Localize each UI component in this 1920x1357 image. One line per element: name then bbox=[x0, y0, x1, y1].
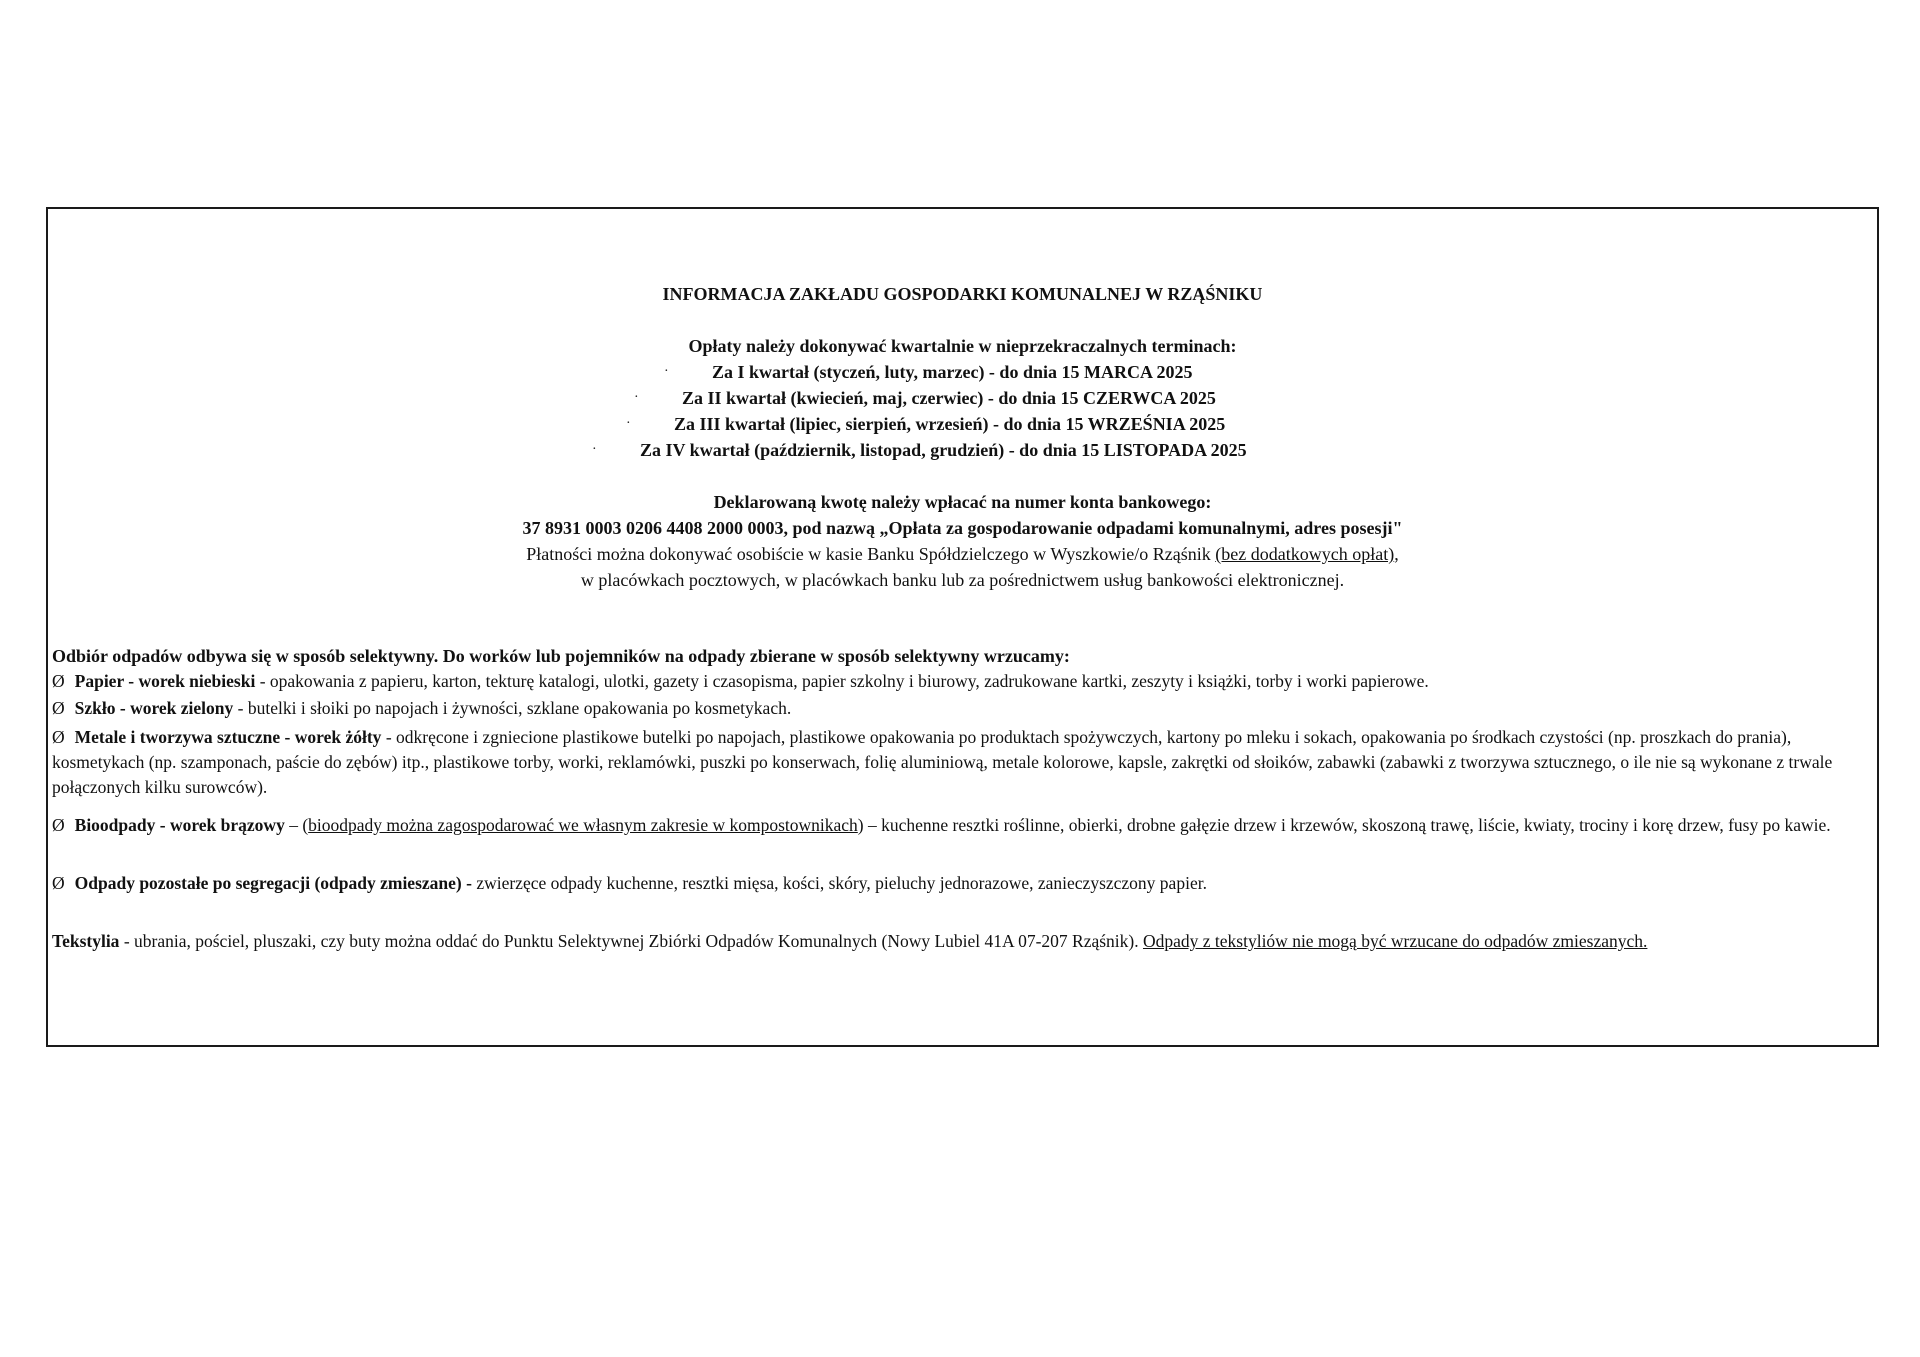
payment-info-text: Płatności można dokonywać osobiście w kasie Banku Spółdzielczego w Wyszkowie/o Rząśnik bbox=[526, 544, 1216, 564]
quarter-1: Za I kwartał (styczeń, luty, marzec) - do dnia 15 MARCA 2025 bbox=[712, 362, 1193, 382]
payment-info-line-2: w placówkach pocztowych, w placówkach banku lub za pośrednictwem usług bankowości elektronicznej. bbox=[580, 570, 1345, 590]
bank-account-line: 37 8931 0003 0206 4408 2000 0003, pod nazwą „Opłata za gospodarowanie odpadami komunalnymi, adres posesji" bbox=[522, 518, 1403, 538]
compost-note: bioodpady można zagospodarować we własnym zakresie w kompostownikach bbox=[308, 815, 858, 835]
textiles-label: Tekstylia bbox=[52, 931, 120, 951]
metal-plastic-label: Metale i tworzywa sztuczne - worek żółty bbox=[74, 727, 382, 747]
bullet-dot-q4: · bbox=[592, 442, 597, 457]
notice-title: INFORMACJA ZAKŁADU GOSPODARKI KOMUNALNEJ W RZĄŚNIKU bbox=[662, 284, 1263, 304]
bio-text: ) – kuchenne resztki roślinne, obierki, drobne gałęzie drzew i krzewów, skoszoną trawę, liście, kwiaty, trociny i korę drzew, fusy po kawie. bbox=[857, 815, 1831, 835]
quarter-4: Za IV kwartał (październik, listopad, grudzień) - do dnia 15 LISTOPADA 2025 bbox=[640, 440, 1247, 460]
no-fee-note: (bez dodatkowych opłat) bbox=[1215, 544, 1395, 564]
bio-label: Bioodpady - worek brązowy bbox=[74, 815, 285, 835]
paper-text: - opakowania z papieru, karton, tekturę katalogi, ulotki, gazety i czasopisma, papier szkolny i biurowy, zadrukowane kartki, zeszyty i książki, torby i worki papierowe. bbox=[255, 671, 1429, 691]
arrow-bullet-icon: Ø bbox=[52, 873, 65, 893]
mixed-label: Odpady pozostałe po segregacji (odpady zmieszane) - bbox=[74, 873, 472, 893]
arrow-bullet-icon: Ø bbox=[52, 815, 65, 835]
arrow-bullet-icon: Ø bbox=[52, 698, 65, 718]
bio-dash: – ( bbox=[284, 815, 309, 835]
textiles-text: - ubrania, pościel, pluszaki, czy buty można oddać do Punktu Selektywnej Zbiórki Odpadów Komunalnych (Nowy Lubiel 41A 07-207 Rząśnik). bbox=[119, 931, 1143, 951]
quarter-3: Za III kwartał (lipiec, sierpień, wrzesień) - do dnia 15 WRZEŚNIA 2025 bbox=[674, 414, 1226, 434]
waste-item-glass bbox=[52, 696, 1849, 721]
payment-info-line-1 bbox=[48, 541, 1877, 567]
glass-label: Szkło - worek zielony bbox=[74, 698, 234, 718]
waste-item-metal-plastic bbox=[52, 725, 1849, 800]
waste-item-mixed bbox=[52, 871, 1849, 896]
arrow-bullet-icon: Ø bbox=[52, 671, 65, 691]
selective-heading: Odbiór odpadów odbywa się w sposób selektywny. Do worków lub pojemników na odpady zbierane w sposób selektywny wrzucamy: bbox=[52, 646, 1070, 666]
waste-item-bio bbox=[52, 813, 1849, 838]
paper-label: Papier - worek niebieski bbox=[74, 671, 256, 691]
notice-frame bbox=[46, 207, 1879, 1047]
quarter-2: Za II kwartał (kwiecień, maj, czerwiec) - do dnia 15 CZERWCA 2025 bbox=[682, 388, 1216, 408]
bullet-dot-q3: · bbox=[626, 416, 631, 431]
payment-info-comma: , bbox=[1394, 544, 1399, 564]
metal-plastic-text: - odkręcone i zgniecione plastikowe butelki po napojach, plastikowe opakowania po produktach spożywczych, kartony po mleku i sokach, opakowania po środkach czystości (np. proszkach do prania), kosmetykach (np. szamponach, paście do zębów) itp., plastikowe torby, worki, reklamówki, puszki po konserwach, folię aluminiową, metale kolorowe, kapsle, zakrętki od słoików, zabawki (zabawki z tworzywa sztucznego, o ile nie są wykonane z trwale połączonych kilku surowców). bbox=[52, 727, 1833, 797]
arrow-bullet-icon: Ø bbox=[52, 727, 65, 747]
payment-intro: Opłaty należy dokonywać kwartalnie w nieprzekraczalnych terminach: bbox=[688, 336, 1237, 356]
bullet-dot-q2: · bbox=[634, 390, 639, 405]
waste-item-paper bbox=[52, 669, 1849, 694]
mixed-text: zwierzęce odpady kuchenne, resztki mięsa, kości, skóry, pieluchy jednorazowe, zanieczyszczony papier. bbox=[471, 873, 1207, 893]
bullet-dot-q1: · bbox=[664, 364, 669, 379]
textiles-paragraph bbox=[52, 929, 1849, 954]
textiles-warning: Odpady z tekstyliów nie mogą być wrzucane do odpadów zmieszanych. bbox=[1142, 931, 1648, 951]
glass-text: - butelki i słoiki po napojach i żywności, szklane opakowania po kosmetykach. bbox=[233, 698, 792, 718]
bank-heading: Deklarowaną kwotę należy wpłacać na numer konta bankowego: bbox=[713, 492, 1212, 512]
